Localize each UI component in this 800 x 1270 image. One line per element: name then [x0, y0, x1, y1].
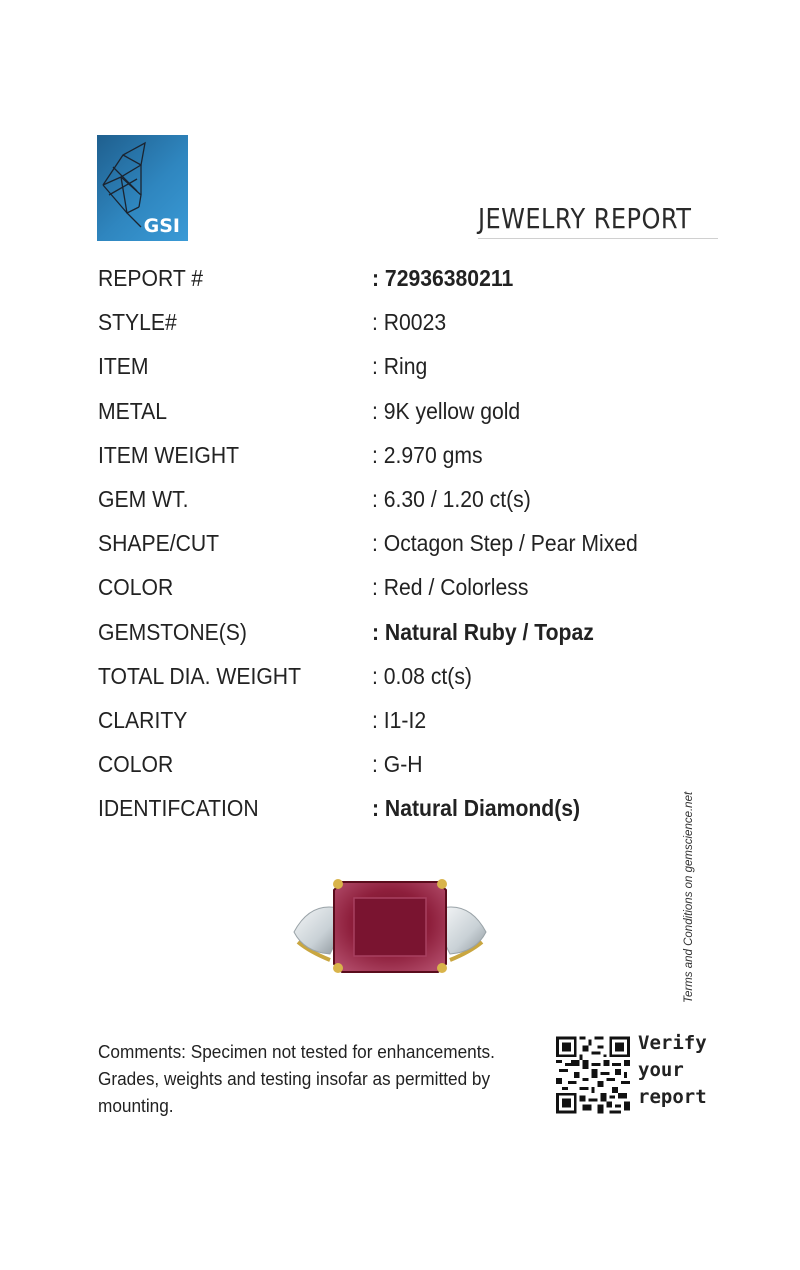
field-row	[98, 656, 718, 700]
field-label: REPORT #	[98, 265, 204, 291]
document-title: JEWELRY REPORT	[478, 202, 692, 235]
field-label: IDENTIFCATION	[98, 795, 259, 822]
field-value: : R0023	[372, 309, 447, 336]
field-value: : 6.30 / 1.20 ct(s)	[372, 485, 531, 512]
field-row	[98, 258, 718, 302]
field-value: : G-H	[372, 751, 423, 778]
field-label: COLOR	[98, 574, 174, 601]
terms-note: Terms and Conditions on gemscience.net	[683, 791, 695, 1003]
field-label: SHAPE/CUT	[98, 530, 220, 557]
field-value: : 2.970 gms	[372, 441, 483, 468]
comments-line: Comments: Specimen not tested for enhancements.	[98, 1041, 495, 1062]
field-value: : Ring	[372, 353, 428, 380]
field-row	[98, 391, 718, 435]
field-row	[98, 567, 718, 611]
gsi-logo	[97, 135, 188, 241]
field-label: STYLE#	[98, 309, 177, 336]
verify-report-link[interactable]	[638, 1030, 707, 1111]
field-label: GEM WT.	[98, 485, 189, 512]
field-row	[98, 302, 718, 346]
field-label: GEMSTONE(S)	[98, 618, 247, 645]
field-value: : 9K yellow gold	[372, 397, 521, 424]
field-value: : Natural Ruby / Topaz	[372, 618, 594, 645]
field-value: : I1-I2	[372, 706, 427, 733]
verify-line: Verify	[638, 1032, 707, 1054]
field-row	[98, 435, 718, 479]
field-value: : Red / Colorless	[372, 574, 529, 601]
field-row	[98, 744, 718, 788]
field-value: : 72936380211	[372, 265, 514, 291]
field-value: : Octagon Step / Pear Mixed	[372, 530, 638, 557]
verify-line: report	[638, 1086, 707, 1108]
logo-text: GSI	[143, 215, 180, 237]
field-label: TOTAL DIA. WEIGHT	[98, 662, 302, 689]
field-row	[98, 346, 718, 390]
field-row	[98, 612, 718, 656]
title-divider	[478, 238, 718, 239]
qr-code-icon[interactable]	[556, 1036, 630, 1114]
field-label: METAL	[98, 397, 167, 424]
field-label: ITEM WEIGHT	[98, 441, 240, 468]
field-value: : 0.08 ct(s)	[372, 662, 472, 689]
report-fields	[98, 258, 718, 832]
comments-line: mounting.	[98, 1095, 174, 1116]
field-row	[98, 523, 718, 567]
field-label: CLARITY	[98, 706, 188, 733]
field-label: ITEM	[98, 353, 149, 380]
field-row	[98, 479, 718, 523]
comments-line: Grades, weights and testing insofar as permitted by	[98, 1068, 491, 1089]
field-label: COLOR	[98, 751, 174, 778]
field-value: : Natural Diamond(s)	[372, 795, 581, 822]
verify-line: your	[638, 1059, 684, 1081]
ring-photo	[290, 872, 490, 977]
comments-block	[98, 1038, 517, 1119]
field-row	[98, 700, 718, 744]
field-row	[98, 788, 718, 832]
